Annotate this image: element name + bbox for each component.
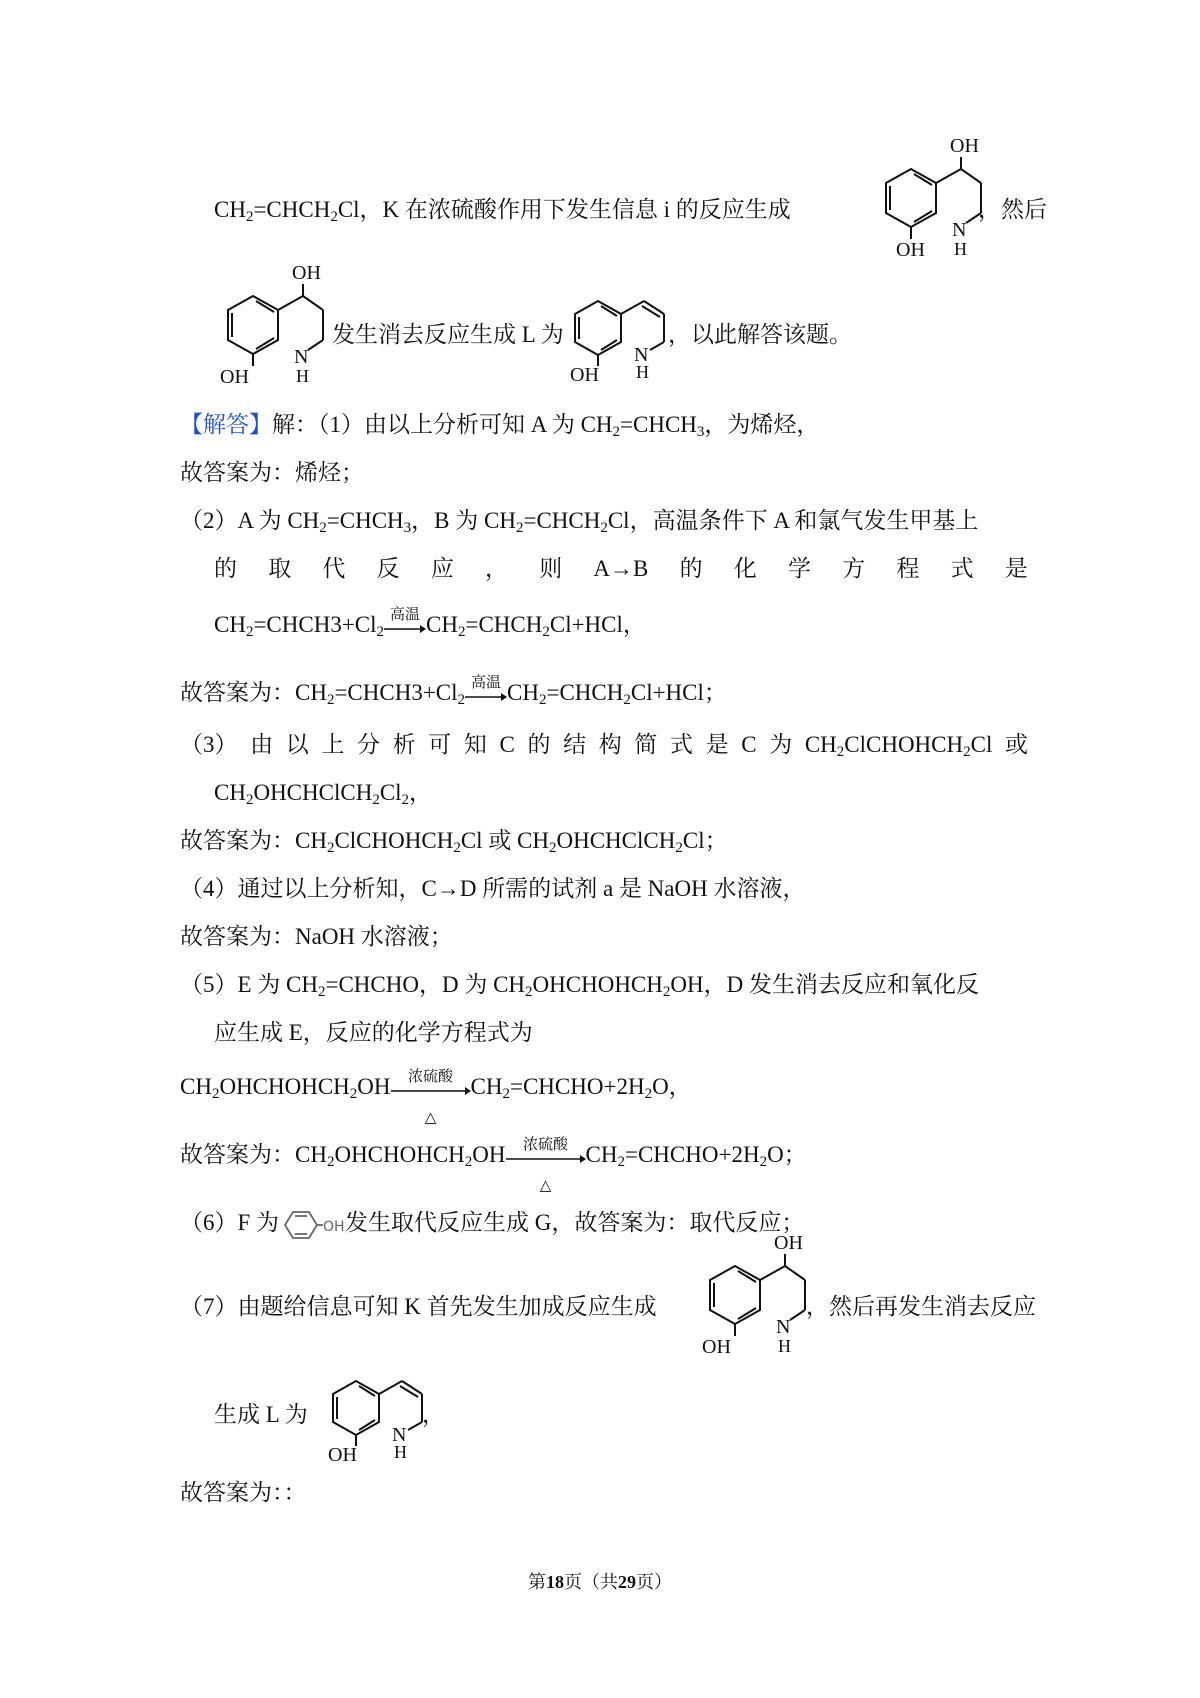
answer-q7-line1: （7）由题给信息可知 K 首先发生加成反应生成 [180,1294,657,1319]
answer-q2-result: 故答案为：$CH_2=CHCH3+Cl_2$ 高温 $CH_2=CHCH_2Cl+HCl$； [180,673,727,708]
dihydroquinolinol-structure-1 [560,292,670,392]
spread-token: 取 [268,556,292,581]
answer-q7-line2: 生成 L 为 [214,1402,308,1427]
spread-token: 反 [376,556,400,581]
spread-token: 应 [430,556,454,581]
answer-q7-line2-tail: ， [422,1402,445,1427]
answer-q5-line1: （5）E 为 $CH_2=CHCHO$，D 为 $CH_2OHCHOHCH_2OH$，D 发生消去反应和氧化反 [180,972,979,1000]
oh-label: OH [570,364,599,386]
answer-q2-line1: （2）A 为 $CH_2=CHCH_3$，B 为 $CH_2=CHCH_2Cl$，高温条件下 A 和氯气发生甲基上 [180,508,979,536]
total-page-count: 29 [618,1572,636,1592]
tetrahydroquinoline-diol-structure-2 [208,262,328,390]
svg-text:OH: OH [323,1218,345,1235]
dihydroquinolinol-structure-2 [318,1372,428,1472]
intro-line-2-a: 发生消去反应生成 L 为 [332,322,564,347]
h-label: H [778,1336,791,1356]
n-label: N [634,344,649,366]
intro-line-1-tail: ，然后 [978,197,1047,222]
intro-line-2-b: ，以此解答该题。 [668,322,852,347]
oh-label: OH [774,1232,803,1254]
spread-token: 方 [842,556,866,581]
h-label: H [296,366,309,386]
answer-q6: （6）F 为 OH 发生取代反应生成 G，故答案为：取代反应； [180,1208,804,1240]
oh-label: OH [702,1336,731,1358]
answer-q3-line2: $CH_2OHCHClCH_2Cl_2$， [214,780,433,808]
h-label: H [636,362,649,382]
answer-q2-equation: $CH_2=CHCH3+Cl_2$ 高温 $CH_2=CHCH_2Cl+HCl$， [214,605,646,640]
tetrahydroquinoline-diol-structure-1 [866,135,986,263]
answer-q4-result: 故答案为：NaOH 水溶液； [180,924,453,949]
answer-tag: 【解答】 [180,412,272,437]
reaction-arrow: 高温 [465,690,507,700]
spread-token: 的 [214,556,237,581]
spread-token: 则 [539,556,563,581]
oh-label: OH [328,1444,357,1466]
reaction-arrow: 浓硫酸 △ [506,1152,586,1162]
spread-token: 代 [322,556,346,581]
n-label: N [952,219,967,241]
n-label: N [776,1316,791,1338]
answer-q5-equation: $CH_2OHCHOHCH_2OH$ 浓硫酸 △ $CH_2=CHCHO+2H_2O$， [180,1067,692,1126]
spread-token: 式 [950,556,974,581]
spread-token: A→B [593,556,649,581]
answer-q7-result: 故答案为：： [180,1480,307,1505]
h-label: H [394,1442,407,1462]
answer-q5-line2: 应生成 E，反应的化学方程式为 [214,1020,533,1045]
answer-q5-result: 故答案为：$CH_2OHCHOHCH_2OH$ 浓硫酸 △ $CH_2=CHCHO+2H_2O$； [180,1135,807,1194]
spread-token: ， [485,556,509,581]
oh-label: OH [220,366,249,388]
intro-line-1: $CH_2=CHCH_2Cl$，K 在浓硫酸作用下发生信息 i 的反应生成 [214,197,791,225]
spread-token: 是 [1004,556,1028,581]
answer-q4: （4）通过以上分析知，C→D 所需的试剂 a 是 NaOH 水溶液， [180,876,806,901]
tetrahydroquinoline-diol-structure-3 [690,1232,810,1360]
answer-q3-result: 故答案为：$CH_2ClCHOHCH_2Cl$ 或 $CH_2OHCHClCH_2Cl$； [180,828,728,856]
oh-label: OH [292,262,321,284]
answer-q3-line1: （3） 由 以 上 分 析 可 知 C 的 结 构 简 式 是 C 为 $CH_2ClCHOHCH_2Cl$ 或 [180,732,1028,760]
oh-label: OH [896,239,925,261]
spread-token: 学 [787,556,811,581]
oh-label: OH [950,135,979,157]
answer-q7-line1-tail: ，然后再发生消去反应 [806,1294,1036,1319]
spread-token: 化 [733,556,757,581]
current-page-number: 18 [546,1572,564,1592]
answer-q1: 【解答】解：（1）由以上分析可知 A 为 $CH_2=CHCH_3$，为烯烃， [180,412,820,440]
answer-q1-result: 故答案为：烯烃； [180,460,364,485]
spread-token: 的 [679,556,703,581]
spread-token: 程 [896,556,920,581]
reaction-arrow: 高温 [384,622,426,632]
reaction-arrow: 浓硫酸 △ [391,1084,471,1094]
page-footer: 第18页（共29页） [528,1572,672,1592]
h-label: H [954,239,967,259]
answer-q2-line2 [214,554,1028,584]
n-label: N [392,1424,407,1446]
phenol-structure [279,1210,345,1240]
n-label: N [294,346,309,368]
